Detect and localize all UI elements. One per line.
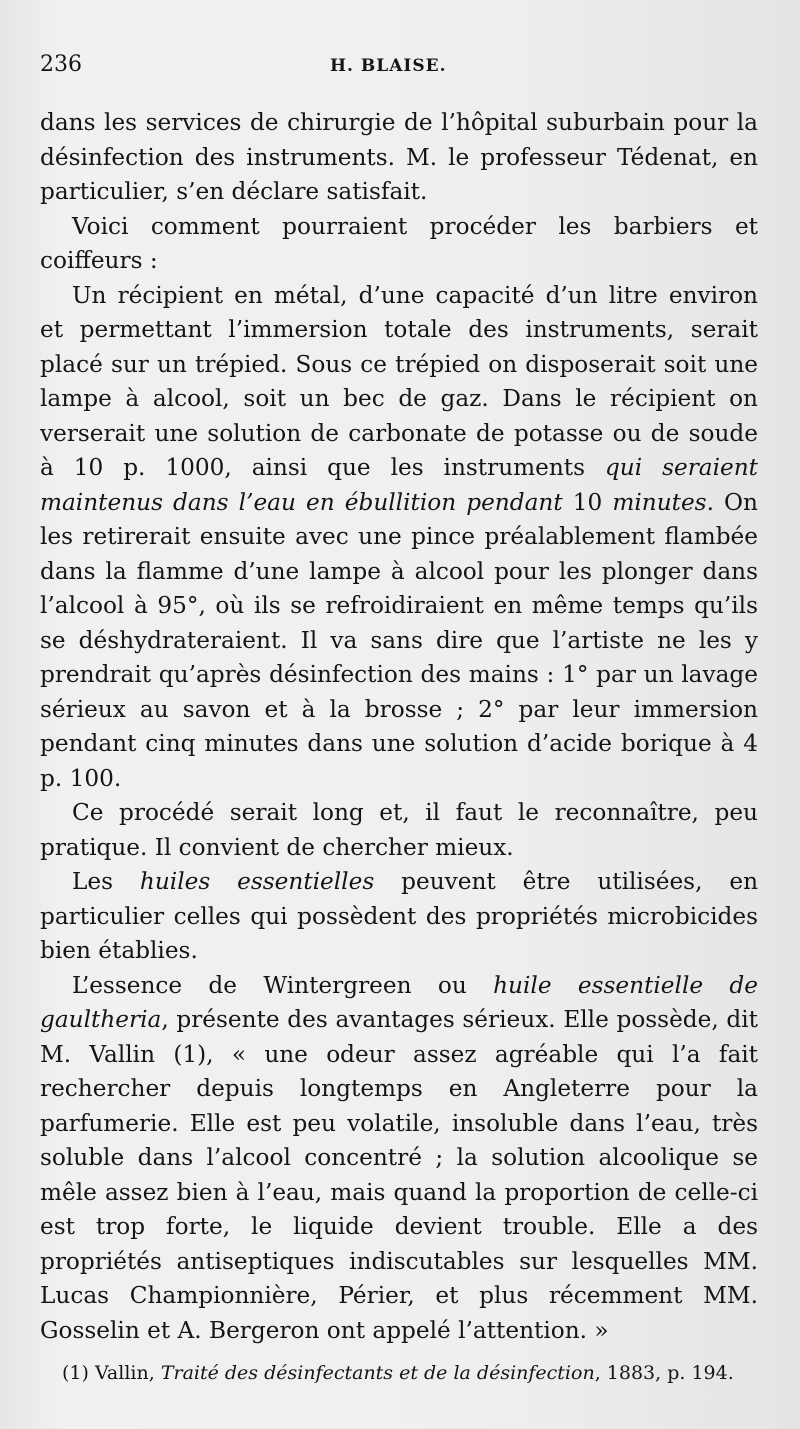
paragraph-text-segment: L’essence de Wintergreen ou: [72, 971, 494, 999]
paragraph-text-segment: , présente des avantages sérieux. Elle possède, dit M. Vallin (1), « une odeur assez agréable qui l’a fait rechercher depuis longtemps en Angleterre pour la parfumerie. Elle est peu volatile, insoluble dans l’eau, très soluble dans l’alcool concentré ; la solution alcoolique se mêle assez bien à l’eau, mais quand la proportion de celle-ci est trop forte, le liquide devient trouble. Elle a des propriétés antiseptiques indiscutables sur lesquelles MM. Lucas Championnière, Périer, et plus récemment MM. Gosselin et A. Bergeron ont appelé l’attention. »: [40, 1006, 758, 1344]
paragraph-1: [40, 106, 758, 210]
paragraph-text-segment: Les: [72, 868, 140, 895]
paragraph-text-segment: 10: [572, 488, 613, 516]
paragraph-3: [40, 279, 758, 797]
page-header: [40, 52, 758, 102]
paragraph-5: [40, 865, 758, 969]
page-number: 236: [40, 52, 82, 77]
paragraph-text-segment: peuvent être utilisées, en particulier celles qui possèdent des propriétés microbicides bien établies.: [40, 868, 759, 964]
running-head: H. BLAISE.: [330, 56, 447, 76]
paragraph-text-segment: Un récipient en métal, d’une capacité d’un litre environ et permettant l’immersion totale des instruments, serait placé sur un trépied. Sous ce trépied on disposerait soit une lampe à alcool, soit un bec de gaz. Dans le récipient on verserait une solution de carbonate de potasse ou de soude à 10 p. 1000, ainsi que les instruments: [40, 281, 758, 481]
paragraph-text-segment: . On les retirerait ensuite avec une pince préalablement flambée dans la flamme d’une lampe à alcool pour les plonger dans l’alcool à 95°, où ils se refroidiraient en même temps qu’ils se déshydrateraient. Il va sans dire que l’artiste ne les y prendrait qu’après désinfection des mains : 1° par un lavage sérieux au savon et à la brosse ; 2° par leur immersion pendant cinq minutes dans une solution d’acide borique à 4 p. 100.: [40, 488, 758, 792]
paragraph-text-segment: Voici comment pourraient procéder les barbiers et coiffeurs :: [40, 212, 758, 274]
paragraph-text-segment: minutes: [612, 488, 707, 516]
footnote: [62, 1360, 758, 1386]
paragraph-text-segment: qui seraient maintenus dans l’eau en ébullition pendant: [40, 454, 758, 516]
footnote-text-segment: , 1883, p. 194.: [594, 1362, 734, 1384]
paragraph-2: [40, 210, 758, 279]
paragraph-text-segment: huiles essentielles: [139, 868, 375, 895]
footnote-text-segment: Traité des désinfectants et de la désinfection: [160, 1362, 595, 1384]
paragraph-6: [40, 969, 758, 1349]
body-text: [40, 106, 758, 1348]
footnote-text-segment: (1) Vallin,: [62, 1362, 161, 1384]
paragraph-4: [40, 796, 758, 865]
paragraph-text-segment: Ce procédé serait long et, il faut le reconnaître, peu pratique. Il convient de chercher mieux.: [40, 799, 758, 861]
paragraph-text-segment: dans les services de chirurgie de l’hôpital suburbain pour la désinfection des instruments. M. le professeur Tédenat, en particulier, s’en déclare satisfait.: [40, 109, 758, 205]
paragraph-text-segment: huile essentielle de gaultheria: [40, 971, 758, 1033]
